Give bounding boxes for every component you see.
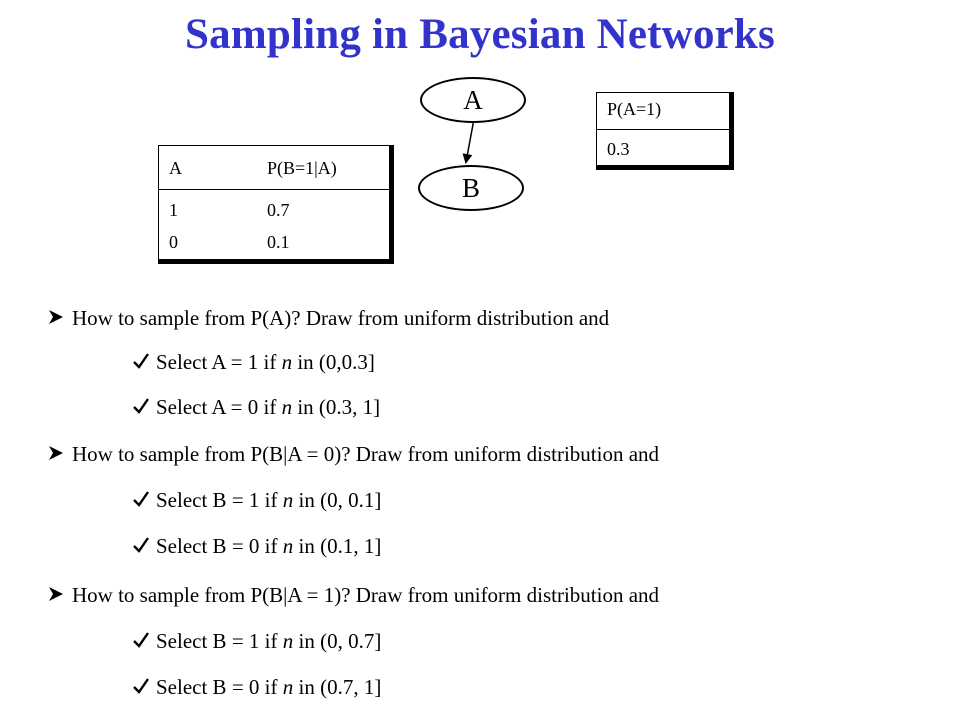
question-2-item-2-text [156, 534, 381, 559]
item-text-post: in (0.3, 1] [292, 395, 381, 419]
checkmark-icon [132, 631, 150, 649]
cpt-b-divider [159, 189, 389, 190]
item-variable: n [282, 675, 294, 699]
cpt-a-divider [597, 129, 729, 130]
cpt-a-value: 0.3 [607, 139, 630, 159]
question-1-text: How to sample from P(A)? Draw from uniform distribution and [72, 306, 610, 330]
item-text-post: in (0,0.3] [292, 350, 375, 374]
slide-title: Sampling in Bayesian Networks [185, 11, 775, 58]
cpt-a-header: P(A=1) [607, 99, 662, 119]
item-text-post: in (0.7, 1] [293, 675, 382, 699]
item-text-pre: Select A = 1 if [156, 350, 282, 374]
edge-a-to-b [466, 119, 474, 162]
cpt-b-header-prob: P(B=1|A) [267, 158, 337, 178]
cpt-b-row-1-prob: 0.7 [267, 200, 290, 220]
item-text-post: in (0.1, 1] [293, 534, 382, 558]
cpt-table-b [158, 145, 394, 264]
item-text-pre: Select B = 1 if [156, 629, 283, 653]
network-edge [0, 0, 960, 300]
node-a: A [420, 77, 526, 123]
item-text-post: in (0, 0.1] [293, 488, 382, 512]
cpt-table-a [596, 92, 734, 170]
question-1-item-1-text [156, 350, 375, 375]
item-text-pre: Select B = 1 if [156, 488, 283, 512]
checkmark-icon [132, 397, 150, 415]
question-2-text: How to sample from P(B|A = 0)? Draw from uniform distribution and [72, 442, 660, 466]
question-2-item-1-text [156, 488, 381, 513]
item-variable: n [282, 534, 294, 558]
node-b: B [418, 165, 524, 211]
item-text-pre: Select A = 0 if [156, 395, 282, 419]
item-variable: n [281, 395, 293, 419]
item-variable: n [282, 488, 294, 512]
checkmark-icon [132, 536, 150, 554]
cpt-b-row-2-prob: 0.1 [267, 232, 290, 252]
arrow-bullet-icon [48, 445, 64, 461]
item-text-pre: Select B = 0 if [156, 534, 283, 558]
cpt-b-row-2-a: 0 [169, 232, 178, 252]
cpt-b-header-a: A [169, 158, 182, 178]
checkmark-icon [132, 352, 150, 370]
question-3-item-1-text [156, 629, 381, 654]
question-3-text: How to sample from P(B|A = 1)? Draw from uniform distribution and [72, 583, 660, 607]
item-text-post: in (0, 0.7] [293, 629, 382, 653]
arrow-bullet-icon [48, 586, 64, 602]
cpt-b-row-1-a: 1 [169, 200, 178, 220]
item-text-pre: Select B = 0 if [156, 675, 283, 699]
item-variable: n [281, 350, 293, 374]
checkmark-icon [132, 677, 150, 695]
checkmark-icon [132, 490, 150, 508]
question-1-item-2-text [156, 395, 380, 420]
arrow-bullet-icon [48, 309, 64, 325]
question-3-item-2-text [156, 675, 381, 700]
item-variable: n [282, 629, 294, 653]
